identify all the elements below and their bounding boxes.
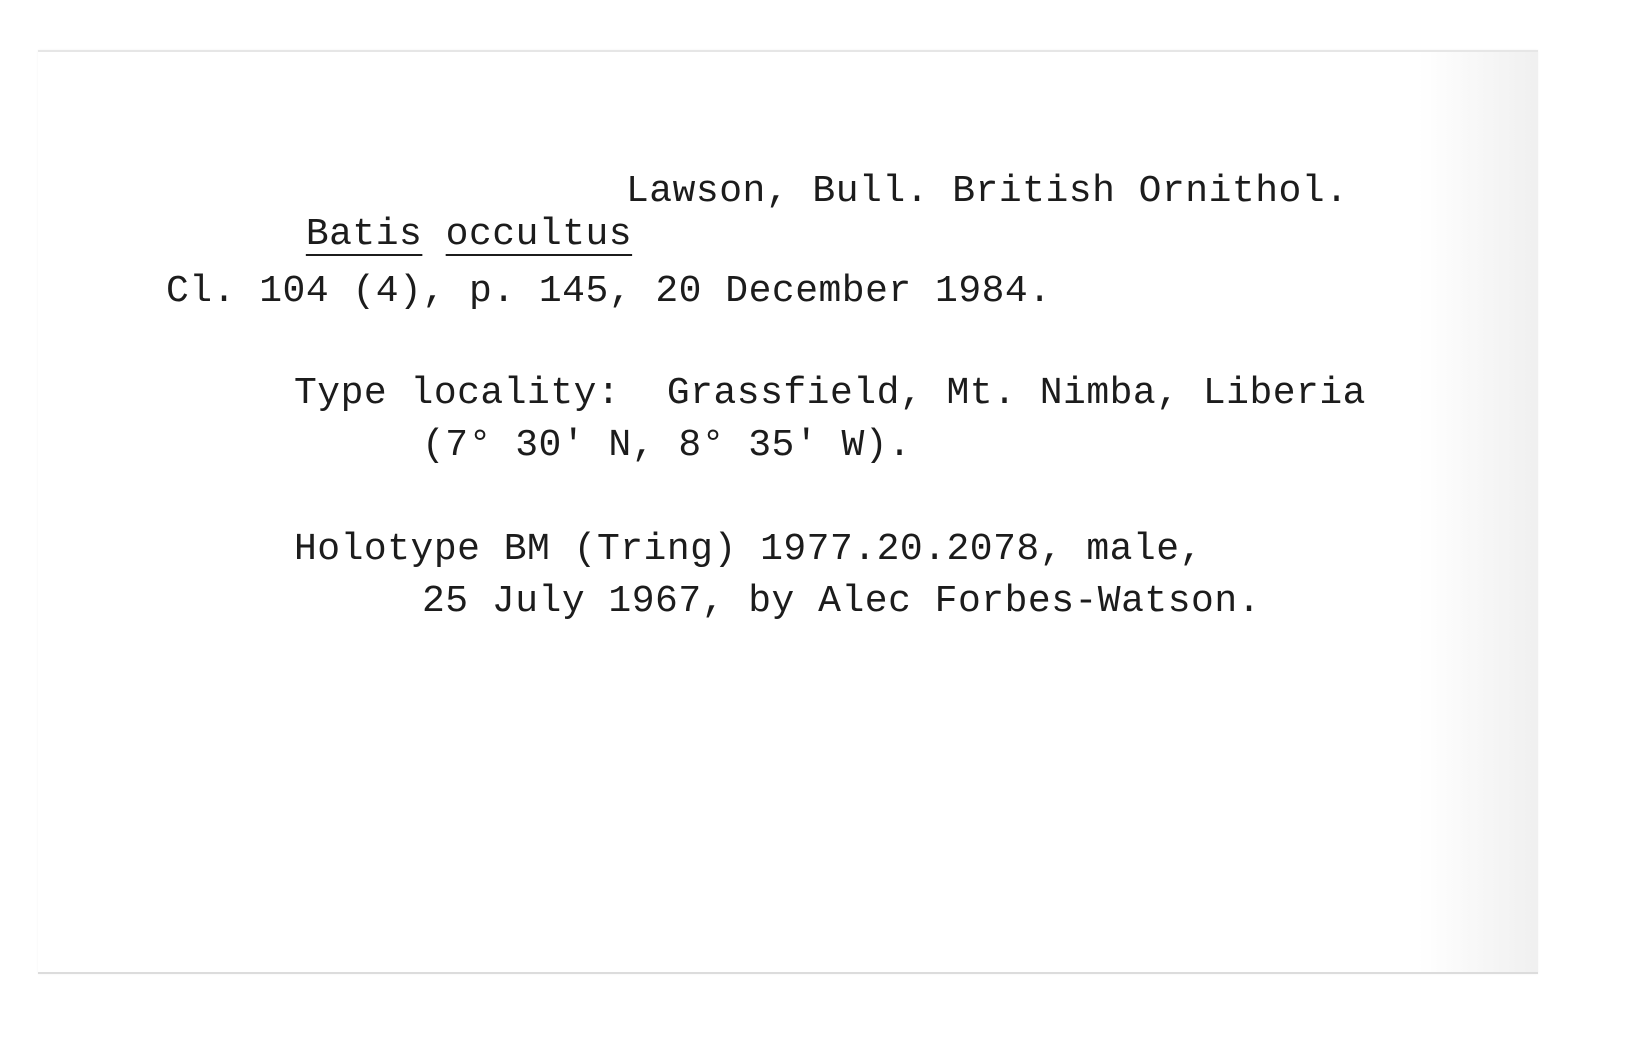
- citation-line-2: Cl. 104 (4), p. 145, 20 December 1984.: [166, 270, 1052, 313]
- name-line: [166, 170, 1349, 342]
- holotype-line-1: Holotype BM (Tring) 1977.20.2078, male,: [294, 528, 1203, 571]
- index-card: [38, 50, 1538, 974]
- type-locality-line-2: (7° 30' N, 8° 35' W).: [422, 424, 912, 467]
- genus-name: Batis: [305, 213, 423, 256]
- type-locality-line-1: Type locality: Grassfield, Mt. Nimba, Liberia: [294, 372, 1366, 415]
- species-name: occultus: [445, 213, 633, 256]
- card-edge-shadow: [1418, 52, 1538, 972]
- holotype-line-2: 25 July 1967, by Alec Forbes-Watson.: [422, 580, 1261, 623]
- citation-line-1: Lawson, Bull. British Ornithol.: [626, 170, 1349, 213]
